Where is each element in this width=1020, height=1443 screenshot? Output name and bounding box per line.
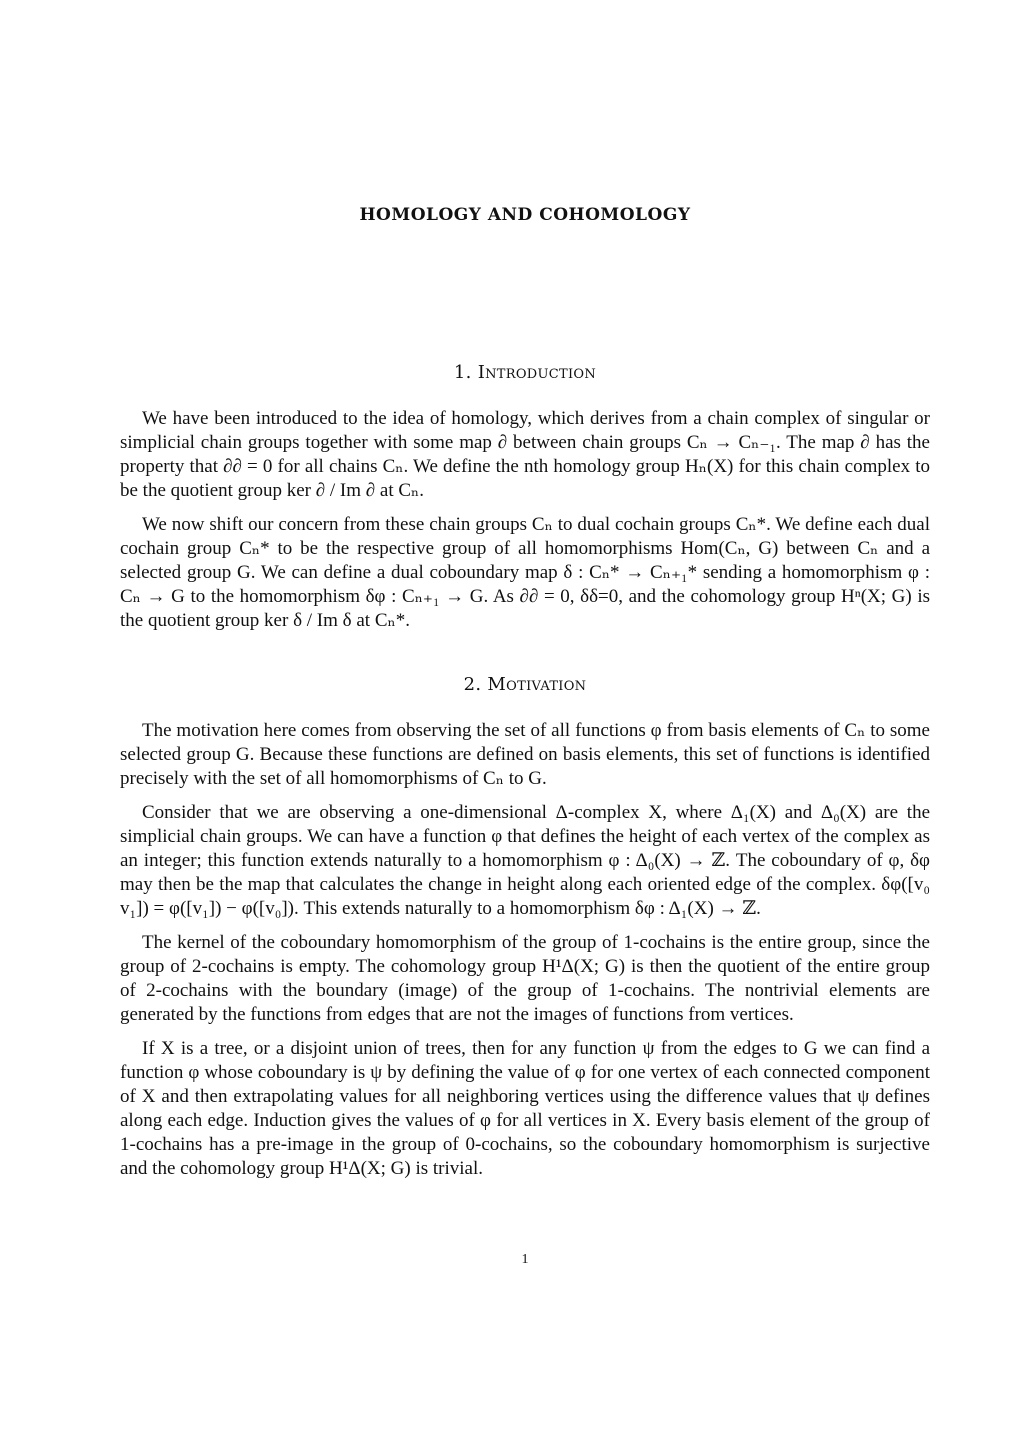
introduction-body	[120, 407, 930, 643]
motivation-body	[120, 719, 930, 1191]
page-number: 1	[521, 1252, 529, 1267]
paragraph: We now shift our concern from these chain groups Cₙ to dual cochain groups Cₙ*. We define each dual cochain group Cₙ* to be the respective group of all homomorphisms Hom(Cₙ, G) between Cₙ and a selected group G. We can define a dual coboundary map δ : Cₙ* → Cₙ₊₁* sending a homomorphism φ : Cₙ → G to the homomorphism δφ : Cₙ₊₁ → G. As ∂∂ = 0, δδ=0, and the cohomology group Hⁿ(X; G) is the quotient group ker δ / Im δ at Cₙ*.	[120, 514, 930, 631]
paragraph: We have been introduced to the idea of homology, which derives from a chain complex of singular or simplicial chain groups together with some map ∂ between chain groups Cₙ → Cₙ₋₁. The map ∂ has the property that ∂∂ = 0 for all chains Cₙ. We define the nth homology group Hₙ(X) for this chain complex to be the quotient group ker ∂ / Im ∂ at Cₙ.	[120, 408, 930, 501]
paragraph: If X is a tree, or a disjoint union of trees, then for any function ψ from the edges to G we can find a function φ whose coboundary is ψ by defining the value of φ for one vertex of each connected component of X and then extrapolating values for all neighboring vertices using the difference values that ψ defines along each edge. Induction gives the values of φ for all vertices in X. Every basis element of the group of 1-cochains has a pre-image in the group of 0-cochains, so the coboundary homomorphism is surjective and the cohomology group H¹Δ(X; G) is trivial.	[120, 1038, 930, 1179]
section-heading-motivation: 2. Motivation	[463, 674, 587, 695]
section-heading-introduction: 1. Introduction	[453, 362, 597, 383]
paragraph: The kernel of the coboundary homomorphism of the group of 1-cochains is the entire group, since the group of 2-cochains is empty. The cohomology group H¹Δ(X; G) is then the quotient of the entire group of 2-cochains with the boundary (image) of the group of 1-cochains. The nontrivial elements are generated by the functions from edges that are not the images of functions from vertices.	[120, 932, 930, 1025]
paragraph: Consider that we are observing a one-dimensional Δ-complex X, where Δ₁(X) and Δ₀(X) are the simplicial chain groups. We can have a function φ that defines the height of each vertex of the complex as an integer; this function extends naturally to a homomorphism φ : Δ₀(X) → ℤ. The coboundary of φ, δφ may then be the map that calculates the change in height along each oriented edge of the complex. δφ([v₀ v₁]) = φ([v₁]) − φ([v₀]). This extends naturally to a homomorphism δφ : Δ₁(X) → ℤ.	[120, 802, 930, 919]
paper-title: HOMOLOGY AND COHOMOLOGY	[359, 205, 691, 225]
paragraph: The motivation here comes from observing the set of all functions φ from basis elements of Cₙ to some selected group G. Because these functions are defined on basis elements, this set of functions is identified precisely with the set of all homomorphisms of Cₙ to G.	[120, 720, 930, 789]
